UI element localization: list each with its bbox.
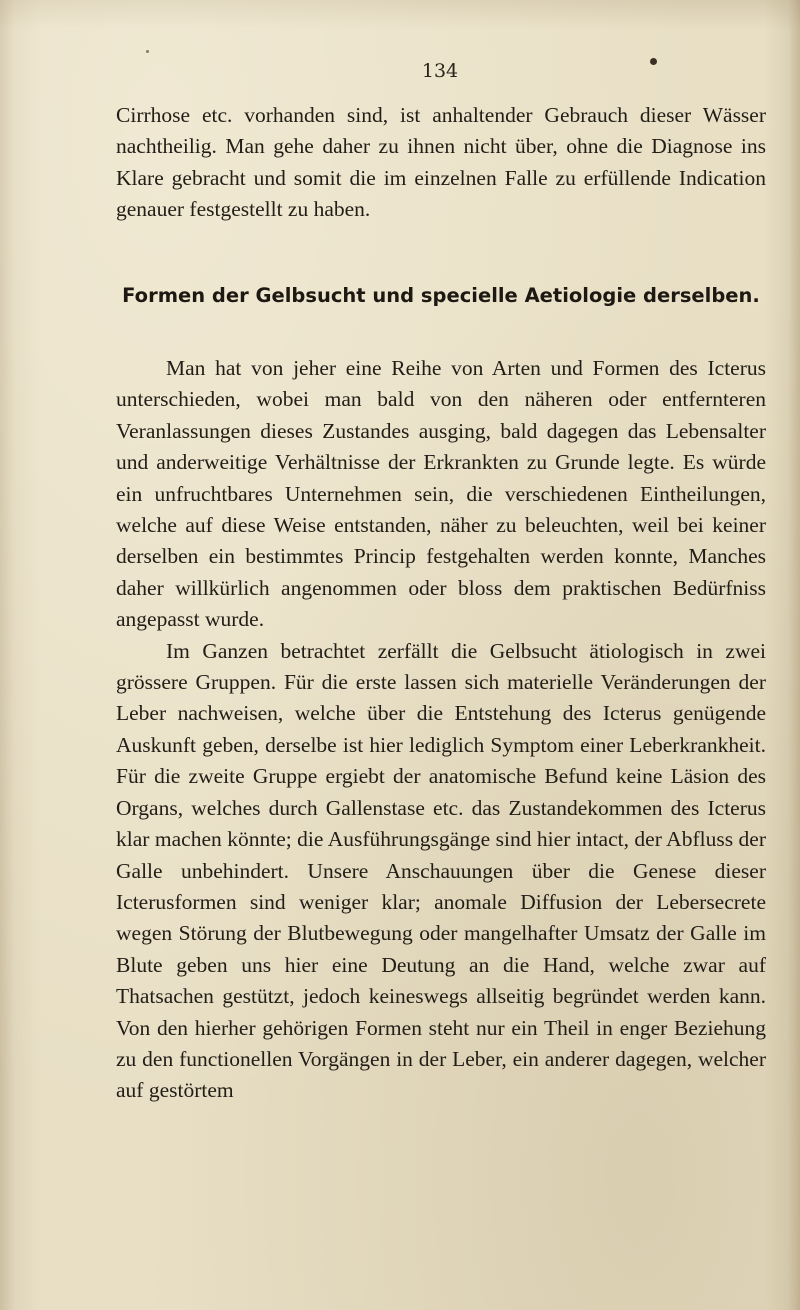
page-number: 134 <box>421 60 459 82</box>
section-heading: Formen der Gelbsucht und specielle Aetiologie derselben. <box>122 284 760 307</box>
intro-paragraph: Cirrhose etc. vorhanden sind, ist anhaltender Gebrauch dieser Wässer nachtheilig. Man gehe daher zu ihnen nicht über, ohne die Diagnose ins Klare gebracht und somit die im einzelnen Falle zu erfüllende Indication genauer festgestellt zu haben. <box>116 103 766 222</box>
body-paragraph: Im Ganzen betrachtet zerfällt die Gelbsucht ätiologisch in zwei grössere Gruppen. Für die erste lassen sich materielle Veränderungen der Leber nachweisen, welche über die Entstehung des Icterus genügende Auskunft geben, derselbe ist hier lediglich Symptom einer Leberkrankheit. Für die zweite Gruppe ergiebt der anatomische Befund keine Läsion des Organs, welches durch Gallenstase etc. das Zustandekommen des Icterus klar machen könnte; die Ausführungsgänge sind hier intact, der Abfluss der Galle unbehindert. Unsere Anschauungen über die Genese dieser Icterusformen sind weniger klar; anomale Diffusion der Lebersecrete wegen Störung der Blutbewegung oder mangelhafter Umsatz der Galle im Blute geben uns hier eine Deutung an die Hand, welche zwar auf Thatsachen gestützt, jedoch keineswegs allseitig begründet werden kann. Von den hierher gehörigen Formen steht nur ein Theil in enger Beziehung zu den functionellen Vorgängen in der Leber, ein anderer dagegen, welcher auf gestörtem <box>116 638 766 1103</box>
body-paragraph: Man hat von jeher eine Reihe von Arten und Formen des Icterus unterschieden, wobei man bald von den näheren oder entfernteren Veranlassungen dieses Zustandes ausging, bald dagegen das Lebensalter und anderweitige Verhältnisse der Erkrankten zu Grunde legte. Es würde ein unfruchtbares Unternehmen sein, die verschiedenen Eintheilungen, welche auf diese Weise entstanden, näher zu beleuchten, weil bei keiner derselben ein bestimmtes Princip festgehalten werden konnte, Manches daher willkürlich angenommen oder bloss dem praktischen Bedürfniss angepasst wurde. <box>116 356 766 632</box>
intro-paragraph-block <box>116 100 766 226</box>
ink-speck <box>146 50 149 53</box>
main-text-block <box>116 353 766 1107</box>
